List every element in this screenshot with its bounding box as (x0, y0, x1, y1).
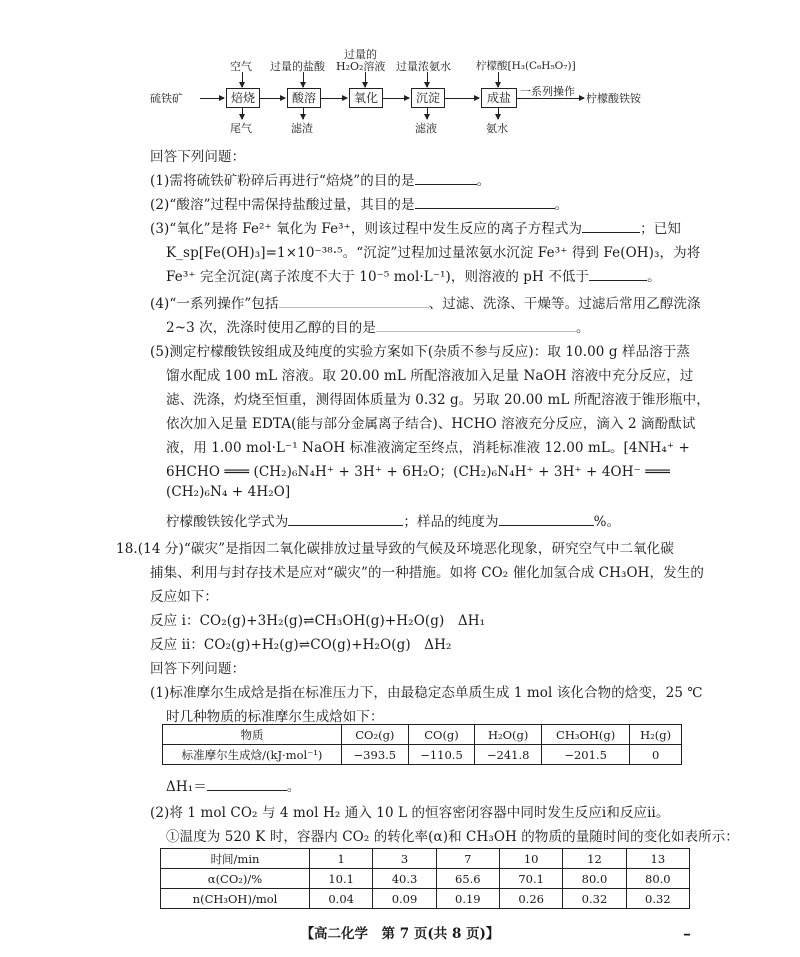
output-gas: 尾气 (230, 122, 252, 135)
product: 柠檬酸铁铵 (586, 92, 641, 105)
table-cell: α(CO₂)/% (161, 869, 310, 889)
arrow (200, 98, 224, 99)
table-row (161, 849, 690, 869)
table-cell: 40.3 (373, 869, 436, 889)
table-cell: 80.0 (563, 869, 626, 889)
table-cell: 0 (630, 745, 682, 765)
q18-line1: 18.(14 分)“碳灾”是指因二氧化碳排放过量导致的气候及环境恶化现象，研究空气中二氧化碳 (116, 541, 674, 557)
q18-reaction1: 反应 ⅰ：CO₂(g)+3H₂(g)⇌CH₃OH(g)+H₂O(g) ΔH₁ (150, 613, 486, 629)
q17-part4-b: 2~3 次，洗涤时使用乙醇的目的是 。 (166, 320, 590, 336)
arrow (320, 98, 347, 99)
arrow (498, 72, 499, 87)
table-header: CH₃OH(g) (542, 725, 630, 745)
q18-part1-b: 时几种物质的标准摩尔生成焓如下： (166, 709, 384, 725)
q17-part5-line2: 馏水配成 100 mL 溶液。取 20.00 mL 所配溶液加入足量 NaOH 溶液中充分反应，过 (166, 368, 694, 384)
arrow (427, 107, 428, 119)
table-cell: 标准摩尔生成焓/(kJ·mol⁻¹) (163, 745, 342, 765)
q18-part2: (2)将 1 mol CO₂ 与 4 mol H₂ 通入 10 L 的恒容密闭容器中同时发生反应ⅰ和反应ⅱ。 (150, 805, 670, 821)
q17-part3-c: Fe³⁺ 完全沉淀(离子浓度不大于 10⁻⁵ mol·L⁻¹)，则溶液的 pH 不低于 。 (166, 269, 661, 285)
table-cell: 0.26 (499, 889, 562, 909)
q17-intro: 回答下列问题： (150, 149, 246, 165)
table-row (163, 725, 682, 745)
step-acid: 酸溶 (287, 88, 321, 108)
q17-part2: (2)“酸溶”过程中需保持盐酸过量，其目的是 。 (150, 197, 569, 213)
step-roast: 焙烧 (226, 88, 260, 108)
output-ammonia: 氨水 (486, 122, 508, 135)
arrow (444, 98, 479, 99)
table-cell: −110.5 (408, 745, 475, 765)
corner-mark: ━ (683, 930, 690, 941)
table-cell: 80.0 (626, 869, 689, 889)
step-precipitate: 沉淀 (411, 88, 445, 108)
page-footer: 【高二化学 第 7 页(共 8 页)】 (300, 926, 500, 942)
q18-intro: 回答下列问题： (150, 661, 246, 677)
table-cell: −201.5 (542, 745, 630, 765)
table-header: 12 (563, 849, 626, 869)
table-cell: 0.32 (563, 889, 626, 909)
q18-part1-a: (1)标准摩尔生成焓是指在标准压力下，由最稳定态单质生成 1 mol 该化合物的焓变，25 ℃ (150, 685, 703, 701)
table-header: H₂(g) (630, 725, 682, 745)
table-row (161, 869, 690, 889)
input-h2o2-top: 过量的 (344, 48, 377, 61)
q18-part2-sub1: ①温度为 520 K 时，容器内 CO₂ 的转化率(α)和 CH₃OH 的物质的量随时间的变化如表所示： (166, 829, 739, 845)
q17-part5-answer: 柠檬酸铁铵化学式为 ；样品的纯度为 %。 (166, 514, 621, 530)
table-header: 13 (626, 849, 689, 869)
q18-reaction2: 反应 ⅱ：CO₂(g)+H₂(g)⇌CO(g)+H₂O(g) ΔH₂ (150, 637, 452, 653)
input-citric: 柠檬酸[H₃(C₆H₅O₇)] (476, 60, 576, 72)
table-cell: −241.8 (475, 745, 542, 765)
arrow (303, 72, 304, 87)
q17-part5-line7: (CH₂)₆N₄ + 4H₂O] (166, 484, 291, 500)
enthalpy-table (162, 724, 682, 765)
arrow (382, 98, 409, 99)
q17-part5-line4: 依次加入足量 EDTA(能与部分金属离子结合)、HCHO 溶液充分反应，滴入 2 滴酚酞试 (166, 416, 696, 432)
table-header: CO(g) (408, 725, 475, 745)
q17-part5-line3: 滤、洗涤，灼烧至恒重，测得固体质量为 0.32 g。另取 20.00 mL 所配溶液于锥形瓶中， (166, 392, 710, 408)
table-header: 物质 (163, 725, 342, 745)
arrow (498, 107, 499, 119)
input-air: 空气 (230, 60, 252, 73)
q17-part3-a: (3)“氧化”是将 Fe²⁺ 氧化为 Fe³⁺，则该过程中发生反应的离子方程式为 ；已知 (150, 221, 681, 237)
table-header: 7 (436, 849, 499, 869)
q18-line3: 反应如下： (150, 589, 218, 605)
table-cell: 0.19 (436, 889, 499, 909)
table-header: CO₂(g) (342, 725, 409, 745)
q17-part3-b: K_sp[Fe(OH)₃]=1×10⁻³⁸·⁵。“沉淀”过程加过量浓氨水沉淀 Fe³⁺ 得到 Fe(OH)₃，为将 (166, 245, 701, 261)
table-cell: 0.32 (626, 889, 689, 909)
q17-part5-line1: (5)测定柠檬酸铁铵组成及纯度的实验方案如下(杂质不参与反应)：取 10.00 g 样品溶于蒸 (150, 344, 691, 360)
table-header: 1 (310, 849, 373, 869)
input-ammonia: 过量浓氨水 (396, 60, 451, 73)
arrow (259, 98, 285, 99)
table-cell: 65.6 (436, 869, 499, 889)
step-oxidize: 氧化 (349, 88, 383, 108)
input-h2o2: H₂O₂溶液 (336, 60, 386, 73)
q17-part5-line6: 6HCHO ═══ (CH₂)₆N₄H⁺ + 3H⁺ + 6H₂O；(CH₂)₆N₄H⁺ + 3H⁺ + 4OH⁻ ═══ (166, 464, 670, 480)
table-cell: −393.5 (342, 745, 409, 765)
table-header: 10 (499, 849, 562, 869)
arrow (242, 72, 243, 87)
arrow (303, 107, 304, 119)
table-header: 3 (373, 849, 436, 869)
step-salt: 成盐 (481, 88, 517, 108)
q17-part4-a: (4)“一系列操作”包括 、过滤、洗涤、干燥等。过滤后常用乙醇洗涤 (150, 296, 701, 312)
output-residue: 滤渣 (291, 122, 313, 135)
table-row (161, 889, 690, 909)
table-cell: 0.09 (373, 889, 436, 909)
q17-part5-line5: 液，用 1.00 mol·L⁻¹ NaOH 标准液滴定至终点，消耗标准液 12.00 mL。[4NH₄⁺ + (166, 440, 690, 456)
arrow (242, 107, 243, 119)
arrow (427, 72, 428, 87)
table-header: 时间/min (161, 849, 310, 869)
q18-line2: 捕集、利用与封存技术是应对“碳灾”的一种措施。如将 CO₂ 催化加氢合成 CH₃OH，发生的 (150, 565, 704, 581)
output-filtrate: 滤液 (415, 122, 437, 135)
table-cell: 0.04 (310, 889, 373, 909)
table-row (163, 745, 682, 765)
input-hcl: 过量的盐酸 (270, 60, 325, 73)
table-cell: n(CH₃OH)/mol (161, 889, 310, 909)
flow-start: 硫铁矿 (150, 92, 183, 105)
conversion-table (160, 848, 690, 909)
table-cell: 70.1 (499, 869, 562, 889)
q18-dh1: ΔH₁＝ 。 (166, 779, 301, 795)
process-flowchart (150, 38, 690, 138)
q17-part1: (1)需将硫铁矿粉碎后再进行“焙烧”的目的是 。 (150, 173, 491, 189)
table-header: H₂O(g) (475, 725, 542, 745)
arrow (365, 72, 366, 87)
final-op: 一系列操作 (520, 85, 575, 98)
table-cell: 10.1 (310, 869, 373, 889)
